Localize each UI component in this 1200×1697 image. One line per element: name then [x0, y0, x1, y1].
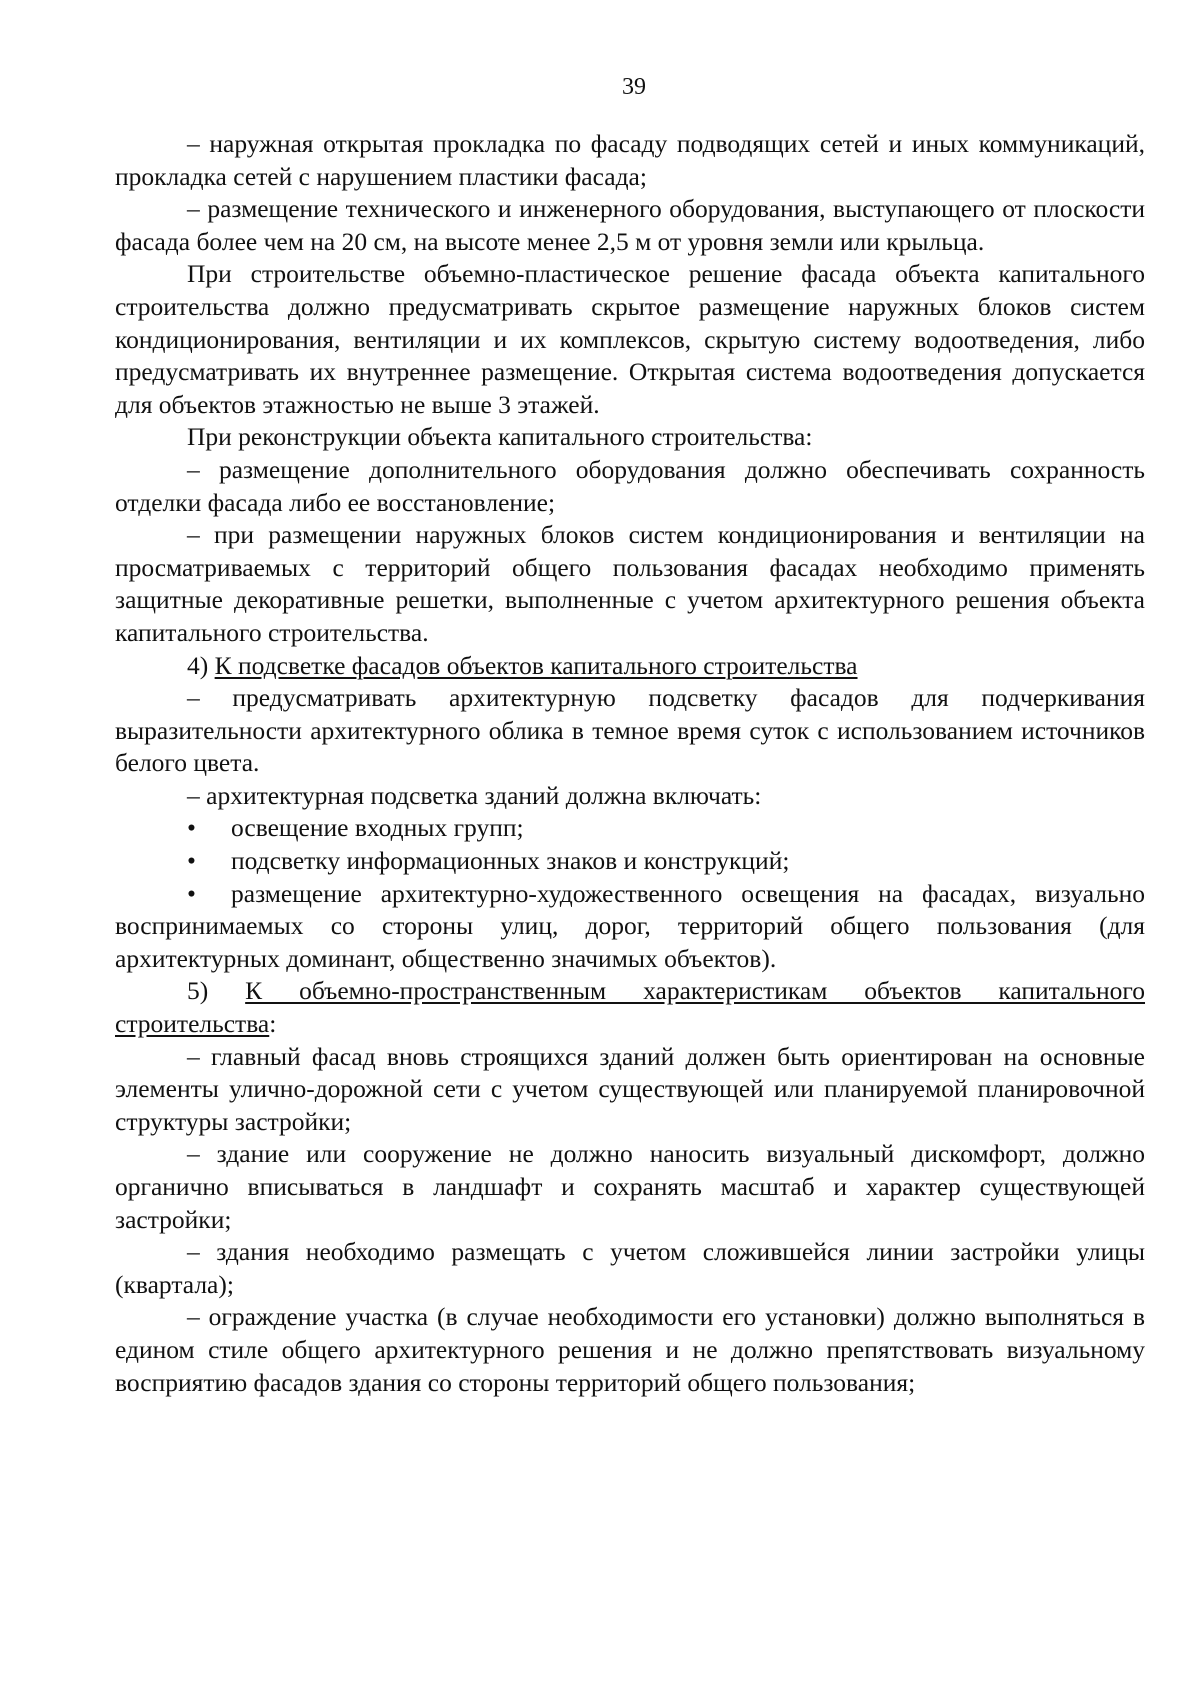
paragraph-reconstruction-intro: При реконструкции объекта капитального строительства:	[187, 422, 813, 452]
section-number-4: 4)	[187, 650, 215, 680]
page-number: 39	[622, 74, 646, 100]
paragraph-equipment-placement: – размещение технического и инженерного оборудования, выступающего от плоскости фасада более чем на 20 см, на высоте менее 2,5 м от уровня земли или крыльца.	[115, 194, 1145, 256]
paragraph-construction-requirements: При строительстве объемно-пластическое решение фасада объекта капитального строительства должно предусматривать скрытое размещение наружных блоков систем кондиционирования, вентиляции и их комплексов, скрытую систему водоотведения, либо предусматривать их внутреннее размещение. Открытая система водоотведения допускается для объектов этажностью не выше 3 этажей.	[115, 259, 1145, 419]
bullet-icon: •	[187, 846, 196, 876]
paragraph-main-facade: – главный фасад вновь строящихся зданий должен быть ориентирован на основные элементы улично-дорожной сети с учетом существующей или планируемой планировочной структуры застройки;	[115, 1041, 1145, 1136]
paragraph-external-laying: – наружная открытая прокладка по фасаду подводящих сетей и иных коммуникаций, прокладка сетей с нарушением пластики фасада;	[115, 129, 1145, 191]
document-body	[115, 128, 1145, 1399]
paragraph-architectural-lighting: – предусматривать архитектурную подсветку фасадов для подчеркивания выразительности архитектурного облика в темное время суток с использованием источников белого цвета.	[115, 683, 1145, 778]
bullet-icon: •	[187, 878, 196, 908]
section-number-5: 5)	[187, 976, 246, 1006]
bullet-text: освещение входных групп;	[231, 813, 524, 843]
section-heading-4	[115, 650, 1145, 683]
section-title-4: К подсветке фасадов объектов капитального строительства	[214, 650, 858, 680]
paragraph-additional-equipment: – размещение дополнительного оборудования должно обеспечивать сохранность отделки фасада либо ее восстановление;	[115, 454, 1145, 517]
bullet-text: размещение архитектурно-художественного освещения на фасадах, визуально воспринимаемых со стороны улиц, дорог, территорий общего пользования (для архитектурных доминант, общественно значимых объектов).	[115, 878, 1145, 973]
bullet-item-artistic-lighting	[115, 878, 1145, 976]
paragraph-decorative-grilles: – при размещении наружных блоков систем кондиционирования и вентиляции на просматриваемых с территорий общего пользования фасадах необходимо применять защитные декоративные решетки, выполненные с учетом архитектурного решения объекта капитального строительства.	[115, 520, 1145, 647]
paragraph-visual-discomfort: – здание или сооружение не должно наносить визуальный дискомфорт, должно органично вписываться в ландшафт и сохранять масштаб и характер существующей застройки;	[115, 1139, 1145, 1234]
section-heading-5	[115, 975, 1145, 1040]
section-colon-5: :	[269, 1009, 277, 1039]
bullet-item-signs-lighting	[115, 845, 1145, 878]
paragraph-building-line: – здания необходимо размещать с учетом сложившейся линии застройки улицы (квартала);	[115, 1237, 1145, 1299]
paragraph-lighting-includes: – архитектурная подсветка зданий должна включать:	[187, 780, 762, 810]
bullet-icon: •	[187, 813, 196, 843]
section-title-5: К объемно-пространственным характеристикам объектов капитального строительства	[115, 976, 1146, 1039]
bullet-item-entrance-lighting	[115, 812, 1145, 845]
bullet-text: подсветку информационных знаков и конструкций;	[231, 846, 790, 876]
paragraph-fencing: – ограждение участка (в случае необходимости его установки) должно выполняться в едином стиле общего архитектурного решения и не должно препятствовать визуальному восприятию фасадов здания со стороны территорий общего пользования;	[115, 1302, 1145, 1397]
